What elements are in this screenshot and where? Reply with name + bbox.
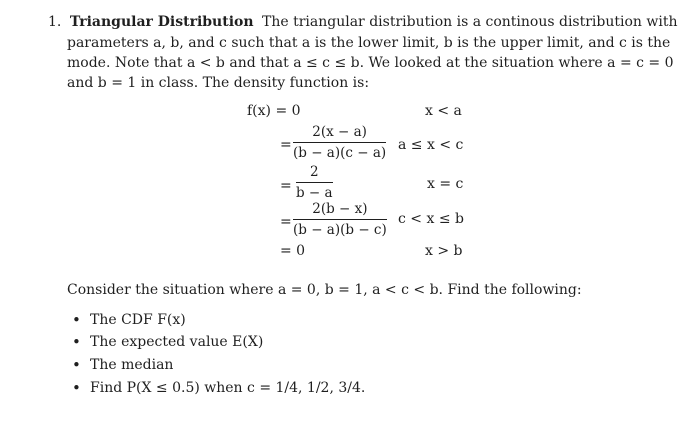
intro-text-3: mode. Note that a < b and that a ≤ c ≤ b. We looked at the situation where a = c = 0 xyxy=(67,55,674,71)
pdf-condition-2: a ≤ x < c xyxy=(398,137,464,153)
pdf-case-2-fraction xyxy=(293,124,386,161)
list-item xyxy=(90,312,186,328)
bullet-text-expected-value: The expected value E(X) xyxy=(90,334,264,350)
pdf-equals-3: = xyxy=(280,178,292,194)
list-item xyxy=(90,334,263,350)
pdf-condition-3: x = c xyxy=(427,176,464,192)
bullet-text-cdf: The CDF F(x) xyxy=(90,312,186,328)
intro-text-1: The triangular distribution is a continous distribution with xyxy=(262,14,678,30)
pdf-lhs: f(x) = 0 xyxy=(247,103,301,119)
intro-text-2: parameters a, b, and c such that a is the lower limit, b is the upper limit, and c is the xyxy=(67,35,671,51)
bullet-text-median: The median xyxy=(90,357,174,373)
pdf-case-2-denominator: (b − a)(c − a) xyxy=(293,145,387,161)
bullet-text-probability: Find P(X ≤ 0.5) when c = 1/4, 1/2, 3/4. xyxy=(90,380,366,396)
pdf-case-5: = 0 xyxy=(280,243,306,259)
pdf-case-4-fraction xyxy=(293,201,387,238)
problem-title: Triangular Distribution xyxy=(69,14,254,30)
pdf-condition-5: x > b xyxy=(425,243,463,259)
intro-text-4: and b = 1 in class. The density function is: xyxy=(67,75,370,91)
problem-intro-line-1 xyxy=(48,12,678,32)
pdf-condition-4: c < x ≤ b xyxy=(398,211,464,227)
pdf-case-3-denominator: b − a xyxy=(296,185,333,201)
pdf-case-3-fraction xyxy=(296,164,333,201)
problem-number: 1. xyxy=(48,14,62,30)
pdf-condition-1: x < a xyxy=(425,103,462,119)
consider-statement: Consider the situation where a = 0, b = 1, a < c < b. Find the following: xyxy=(67,282,582,298)
list-item xyxy=(90,357,173,373)
pdf-case-2-numerator: 2(x − a) xyxy=(312,124,367,140)
pdf-case-4-numerator: 2(b − x) xyxy=(312,201,368,217)
pdf-equals-2: = xyxy=(280,137,292,153)
pdf-case-4-denominator: (b − a)(b − c) xyxy=(293,222,387,238)
pdf-equals-4: = xyxy=(280,214,292,230)
list-item xyxy=(90,380,365,396)
pdf-case-3-numerator: 2 xyxy=(310,164,319,180)
